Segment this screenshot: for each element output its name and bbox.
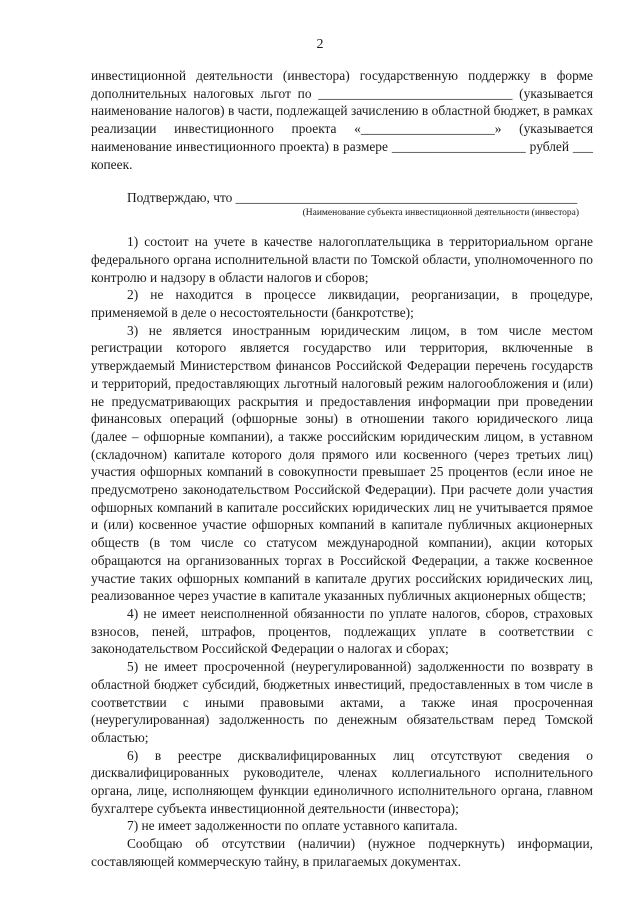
- section-spacer: [91, 219, 593, 233]
- list-item-6: 6) в реестре дисквалифицированных лиц отсутствуют сведения о дисквалифицированных руководителе, членах коллегиального исполнительного органа, лице, исполняющем функции единоличного исполнительного органа, главном бухгалтере субъекта инвестиционной деятельности (инвестора);: [91, 747, 593, 816]
- list-item-3: 3) не является иностранным юридическим лицом, в том числе местом регистрации которого является государство или территория, включенные в утверждаемый Министерством финансов Российской Федерации перечень государств и территорий, предоставляющих льготный налоговый режим налогообложения и (или) не предусматривающих раскрытия и предоставления информации при проведении финансовых операций (офшорные зоны) в отношении такого юридического лица (далее – офшорные компании), а также российским юридическим лицом, в уставном (складочном) капитале которого доля прямого или косвенного (через третьих лиц) участия офшорных компаний в совокупности превышает 25 процентов (если иное не предусмотрено законодательством Российской Федерации). При расчете доли участия офшорных компаний в капитале российских юридических лиц не учитывается прямое и (или) косвенное участие офшорных компаний в капитале публичных акционерных обществ (в том числе со статусом международной компании), акции которых обращаются на организованных торгах в Российской Федерации, а также косвенное участие таких офшорных компаний в капитале других российских юридических лиц, реализованное через участие в капитале указанных публичных акционерных обществ;: [91, 322, 593, 604]
- list-item-2: 2) не находится в процессе ликвидации, реорганизации, в процедуре, применяемой в деле о несостоятельности (банкротстве);: [91, 287, 593, 321]
- confirmation-line: Подтверждаю, что ___________________________________________________: [127, 190, 578, 206]
- list-item-4: 4) не имеет неисполненной обязанности по уплате налогов, сборов, страховых взносов, пеней, штрафов, процентов, подлежащих уплате в соответствии с законодательством Российской Федерации о налогах и сборах;: [91, 605, 593, 657]
- list-item-5: 5) не имеет просроченной (неурегулированной) задолженности по возврату в областной бюджет субсидий, бюджетных инвестиций, предоставленных в том числе в соответствии с иными правовыми актами, а также иная просроченная (неурегулированная) задолженность по денежным обязательствам перед Томской областью;: [91, 659, 593, 745]
- document-body: [91, 67, 593, 871]
- intro-paragraph: инвестиционной деятельности (инвестора) государственную поддержку в форме дополнительных налоговых льгот по _____________________________ (указывается наименование налогов) в части, подлежащей зачислению в областной бюджет, в рамках реализации инвестиционного проекта «____________________» (указывается наименование инвестиционного проекта) в размере ____________________ рублей ___ копеек.: [91, 68, 593, 172]
- confirmation-caption: (Наименование субъекта инвестиционной деятельности (инвестора): [302, 208, 579, 219]
- page-number: 2: [316, 37, 324, 52]
- list-item-7: 7) не имеет задолженности по оплате уставного капитала.: [127, 818, 458, 834]
- closing-paragraph: Сообщаю об отсутствии (наличии) (нужное подчеркнуть) информации, составляющей коммерческую тайну, в прилагаемых документах.: [91, 836, 593, 869]
- confirmation-block: [127, 189, 593, 219]
- list-item-1: 1) состоит на учете в качестве налогоплательщика в территориальном органе федерального органа исполнительной власти по Томской области, уполномоченного по контролю и надзору в области налогов и сборов;: [91, 234, 593, 285]
